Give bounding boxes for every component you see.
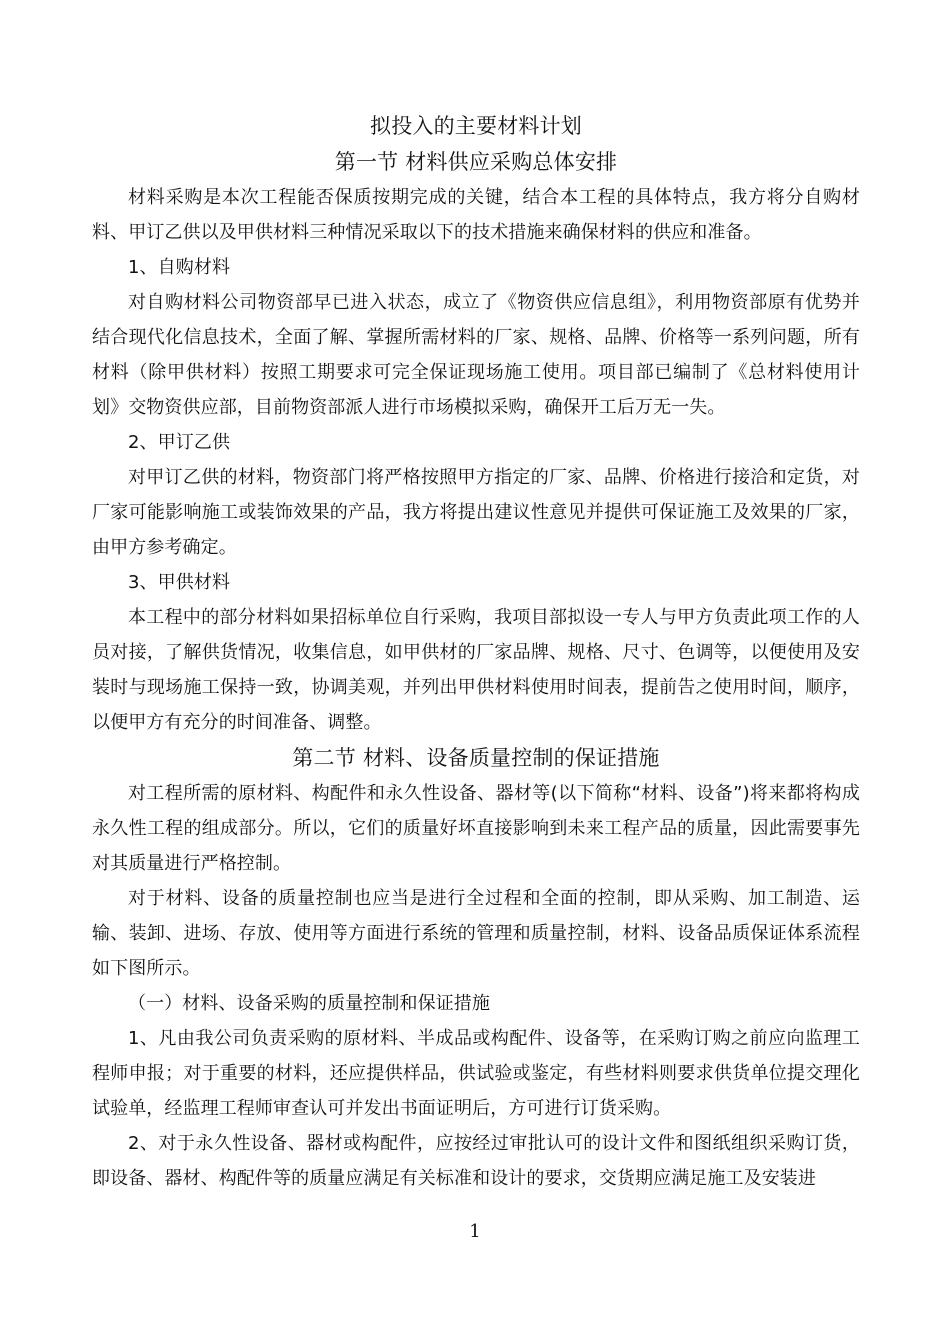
section-2-subsection-1-item-1: 1、凡由我公司负责采购的原材料、半成品或构配件、设备等，在采购订购之前应向监理工程师申报；对于重要的材料，还应提供样品，供试验或鉴定，有些材料则要求供货单位提交理化试验单，经监理工程师审查认可并发出书面证明后，方可进行订货采购。 (92, 1028, 860, 1119)
section-2-subsection-1-item-2: 2、对于永久性设备、器材或构配件，应按经过审批认可的设计文件和图纸组织采购订货，即设备、器材、构配件等的质量应满足有关标准和设计的要求，交货期应满足施工及安装进 (92, 1133, 860, 1189)
section-1-item-2-heading: 2、甲订乙供 (128, 432, 231, 453)
section-2-paragraph-1: 对工程所需的原材料、构配件和永久性设备、器材等(以下简称“材料、设备”)将来都将构成永久性工程的组成部分。所以，它们的质量好坏直接影响到未来工程产品的质量，因此需要事先对其质量进行严格控制。 (92, 783, 860, 874)
section-1-item-2-text: 对甲订乙供的材料，物资部门将严格按照甲方指定的厂家、品牌、价格进行接洽和定货，对厂家可能影响施工或装饰效果的产品，我方将提出建议性意见并提供可保证施工及效果的厂家，由甲方参考确定。 (92, 467, 860, 558)
section-1-heading: 第一节 材料供应采购总体安排 (334, 150, 618, 174)
section-1-item-3-text: 本工程中的部分材料如果招标单位自行采购，我项目部拟设一专人与甲方负责此项工作的人员对接，了解供货情况，收集信息，如甲供材的厂家品牌、规格、尺寸、色调等，以便使用及安装时与现场施工保持一致，协调美观，并列出甲供材料使用时间表，提前告之使用时间，顺序，以便甲方有充分的时间准备、调整。 (92, 607, 860, 733)
section-2-heading: 第二节 材料、设备质量控制的保证措施 (292, 746, 660, 770)
section-2-subsection-1-heading: （一）材料、设备采购的质量控制和保证措施 (128, 993, 490, 1014)
section-1-item-1-text: 对自购材料公司物资部早已进入状态，成立了《物资供应信息组》，利用物资部原有优势并结合现代化信息技术，全面了解、掌握所需材料的厂家、规格、品牌、价格等一系列问题，所有材料（除甲供材料）按照工期要求可完全保证现场施工使用。项目部已编制了《总材料使用计划》交物资供应部，目前物资部派人进行市场模拟采购，确保开工后万无一失。 (92, 292, 860, 418)
document-body (92, 108, 860, 1196)
section-1-item-1-heading: 1、自购材料 (128, 257, 231, 278)
document-title: 拟投入的主要材料计划 (370, 114, 582, 138)
section-1-intro: 材料采购是本次工程能否保质按期完成的关键，结合本工程的具体特点，我方将分自购材料、甲订乙供以及甲供材料三种情况采取以下的技术措施来确保材料的供应和准备。 (92, 187, 860, 243)
section-1-item-3-heading: 3、甲供材料 (128, 572, 231, 593)
section-2-paragraph-2: 对于材料、设备的质量控制也应当是进行全过程和全面的控制，即从采购、加工制造、运输、装卸、进场、存放、使用等方面进行系统的管理和质量控制，材料、设备品质保证体系流程如下图所示。 (92, 888, 860, 979)
page-number: 1 (469, 1221, 481, 1242)
